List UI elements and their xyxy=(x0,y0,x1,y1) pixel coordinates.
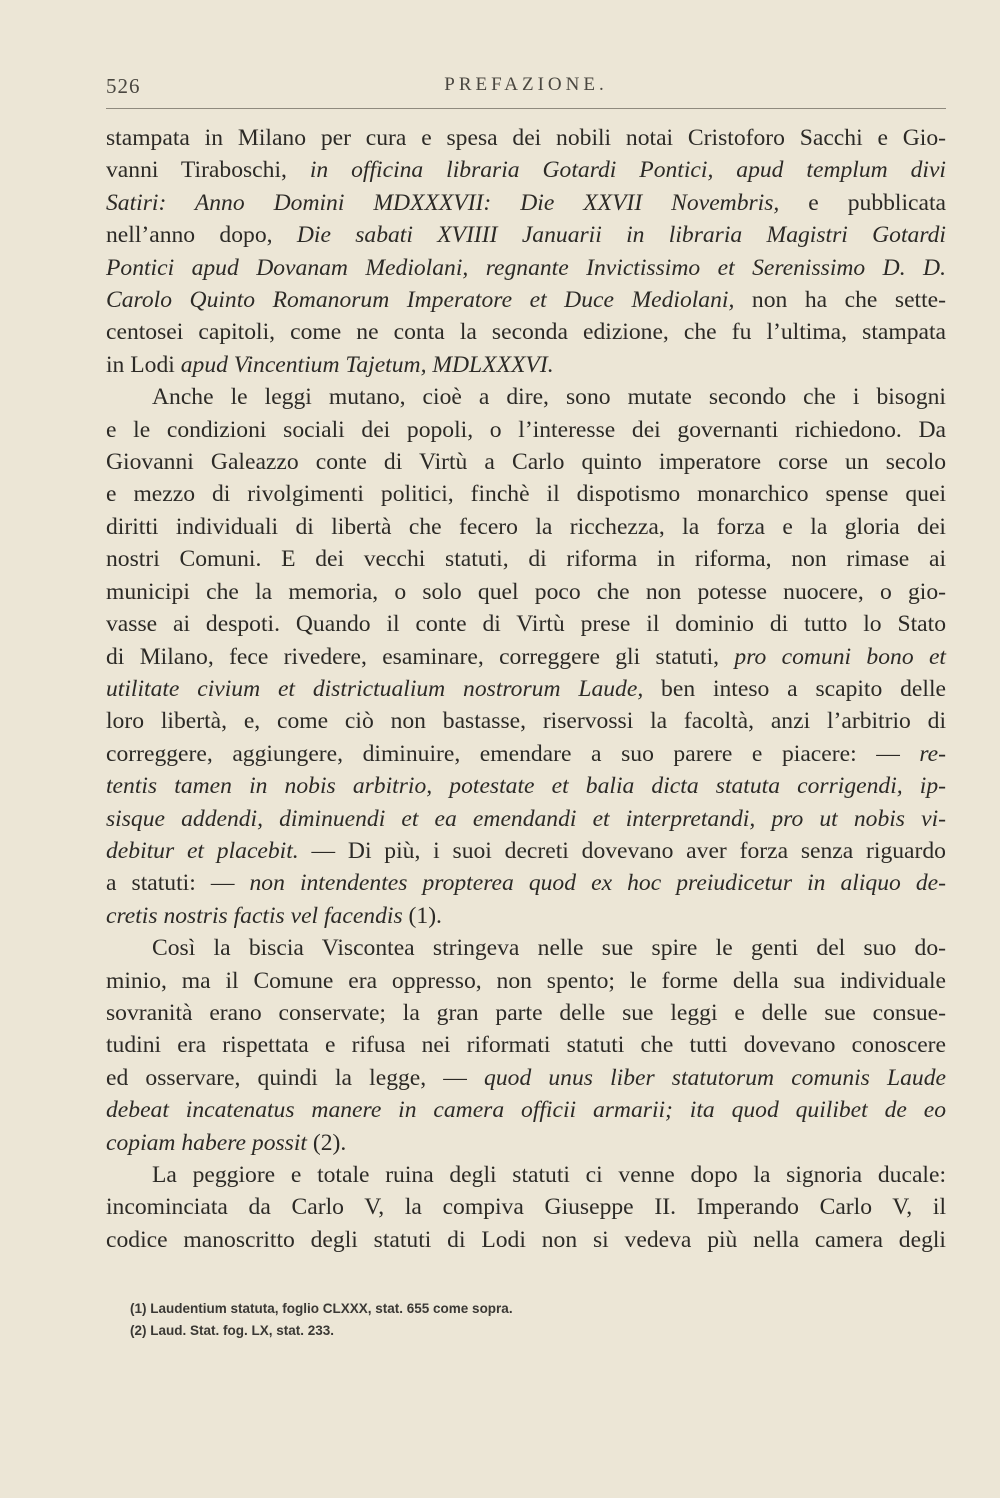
italic-span: non intendentes propterea quod ex hoc preiudicetur in aliquo de- xyxy=(249,870,946,897)
text-line xyxy=(106,414,946,446)
text-line xyxy=(106,1127,946,1159)
text-line xyxy=(106,1224,946,1256)
text-span: loro libertà, e, come ciò non bastasse, riservossi la facoltà, anzi l’arbitrio di xyxy=(106,708,946,735)
text-span: sovranità erano conservate; la gran parte delle sue leggi e delle sue consue- xyxy=(106,999,946,1026)
text-span: La peggiore e totale ruina degli statuti ci venne dopo la signoria ducale: xyxy=(152,1162,946,1188)
italic-span: cretis nostris factis vel facendis xyxy=(106,902,403,929)
text-span: — Di più, i suoi decreti dovevano aver forza senza riguardo xyxy=(298,837,946,864)
text-span: correggere, aggiungere, diminuire, emendare a suo parere e piacere: — xyxy=(106,740,920,767)
page-number: 526 xyxy=(106,74,141,98)
text-line xyxy=(106,705,946,737)
text-span: codice manoscritto degli statuti di Lodi non si vedeva più nella camera degli xyxy=(106,1226,946,1253)
text-line xyxy=(106,1094,946,1126)
text-line xyxy=(106,511,946,543)
text-line xyxy=(106,284,946,316)
italic-span: quod unus liber statutorum comunis Laude xyxy=(484,1064,946,1091)
footnote-1: (1) Laudentium statuta, foglio CLXXX, stat. 655 come sopra. xyxy=(130,1301,513,1316)
text-span: nell’anno dopo, xyxy=(106,222,297,249)
italic-span: apud Vincentium Tajetum, MDLXXXVI. xyxy=(180,351,554,378)
header-rule xyxy=(106,108,946,109)
text-span: a statuti: — xyxy=(106,870,250,897)
text-span: nostri Comuni. E dei vecchi statuti, di riforma in riforma, non rimase ai xyxy=(106,546,946,573)
text-line xyxy=(106,187,946,219)
italic-span: Carolo Quinto Romanorum Imperatore et Duce Mediolani, xyxy=(106,287,735,314)
text-span: minio, ma il Comune era oppresso, non spento; le forme della sua individuale xyxy=(106,967,946,994)
text-span: e le condizioni sociali dei popoli, o l’interesse dei governanti richiedono. Da xyxy=(106,416,946,443)
text-line xyxy=(106,997,946,1029)
text-span: tudini era rispettata e rifusa nei riformati statuti che tutti dovevano conoscere xyxy=(106,1032,946,1059)
text-span: ben inteso a scapito delle xyxy=(643,675,946,702)
text-line xyxy=(106,446,946,478)
text-line xyxy=(106,965,946,997)
italic-span: copiam habere possit xyxy=(106,1129,307,1156)
text-line xyxy=(106,252,946,284)
text-span: Così la biscia Viscontea stringeva nelle sue spire le genti del suo do- xyxy=(152,935,946,962)
text-line xyxy=(106,738,946,770)
text-line xyxy=(106,219,946,251)
text-line xyxy=(106,803,946,835)
text-span: e mezzo di rivolgimenti politici, finchè il dispotismo monarchico spense quei xyxy=(106,481,946,508)
text-span: incominciata da Carlo V, la compiva Giuseppe II. Imperando Carlo V, il xyxy=(106,1194,946,1221)
italic-span: debeat incatenatus manere in camera officii armarii; ita quod quilibet de eo xyxy=(106,1097,946,1124)
text-line xyxy=(106,1191,946,1223)
italic-span: in officina libraria Gotardi Pontici, apud templum divi xyxy=(309,157,946,184)
italic-span: Pontici apud Dovanam Mediolani, regnante Invictissimo et Serenissimo D. D. xyxy=(106,254,946,281)
text-span: stampata in Milano per cura e spesa dei nobili notai Cristoforo Sacchi e Gio- xyxy=(106,125,946,151)
text-line xyxy=(106,1062,946,1094)
page-header xyxy=(106,74,946,104)
italic-span: pro comuni bono et xyxy=(734,643,946,670)
text-span: non ha che sette- xyxy=(734,287,946,314)
text-line xyxy=(106,770,946,802)
text-span: ed osservare, quindi la legge, — xyxy=(106,1064,485,1091)
text-span: (1). xyxy=(402,902,442,929)
italic-span: Die sabati XVIIII Januarii in libraria Magistri Gotardi xyxy=(296,222,946,249)
text-line xyxy=(106,608,946,640)
italic-span: utilitate civium et districtualium nostrorum Laude, xyxy=(106,675,644,702)
text-span: vanni Tiraboschi, xyxy=(106,157,310,184)
text-span: di Milano, fece rivedere, esaminare, correggere gli statuti, xyxy=(106,643,735,670)
text-line xyxy=(106,478,946,510)
text-span: vasse ai despoti. Quando il conte di Virtù prese il dominio di tutto lo Stato xyxy=(106,611,946,638)
text-span: diritti individuali di libertà che fecero la ricchezza, la forza e la gloria dei xyxy=(106,513,946,540)
italic-span: sisque addendi, diminuendi et ea emendandi et interpretandi, pro ut nobis vi- xyxy=(106,805,946,832)
footnotes xyxy=(130,1298,930,1342)
text-line xyxy=(106,122,946,154)
text-span: Anche le leggi mutano, cioè a dire, sono mutate secondo che i bisogni xyxy=(152,384,946,411)
text-line xyxy=(106,673,946,705)
italic-span: tentis tamen in nobis arbitrio, potestate et balia dicta statuta corrigendi, ip- xyxy=(106,773,946,800)
running-head: PREFAZIONE. xyxy=(444,74,608,95)
italic-span: re- xyxy=(919,740,946,767)
text-line xyxy=(106,576,946,608)
text-line xyxy=(106,641,946,673)
text-span: (2). xyxy=(306,1129,347,1156)
italic-span: debitur et placebit. xyxy=(106,837,299,864)
text-line xyxy=(106,1029,946,1061)
text-span: centosei capitoli, come ne conta la seconda edizione, che fu l’ultima, stampata xyxy=(106,319,946,346)
body-text xyxy=(106,122,946,1256)
text-span: e pubblicata xyxy=(779,189,947,216)
text-line xyxy=(106,867,946,899)
text-line xyxy=(106,316,946,348)
text-line xyxy=(106,1159,946,1191)
footnote-2: (2) Laud. Stat. fog. LX, stat. 233. xyxy=(130,1323,335,1338)
italic-span: Satiri: Anno Domini MDXXXVII: Die XXVII Novembris, xyxy=(106,189,780,216)
text-line xyxy=(106,543,946,575)
text-span: Giovanni Galeazzo conte di Virtù a Carlo quinto imperatore corse un secolo xyxy=(106,449,946,476)
text-line xyxy=(106,900,946,932)
text-line xyxy=(106,835,946,867)
text-span: in Lodi xyxy=(106,351,181,378)
text-line xyxy=(106,349,946,381)
text-line xyxy=(106,932,946,964)
text-span: municipi che la memoria, o solo quel poco che non potesse nuocere, o gio- xyxy=(106,578,946,605)
text-line xyxy=(106,381,946,413)
text-line xyxy=(106,154,946,186)
